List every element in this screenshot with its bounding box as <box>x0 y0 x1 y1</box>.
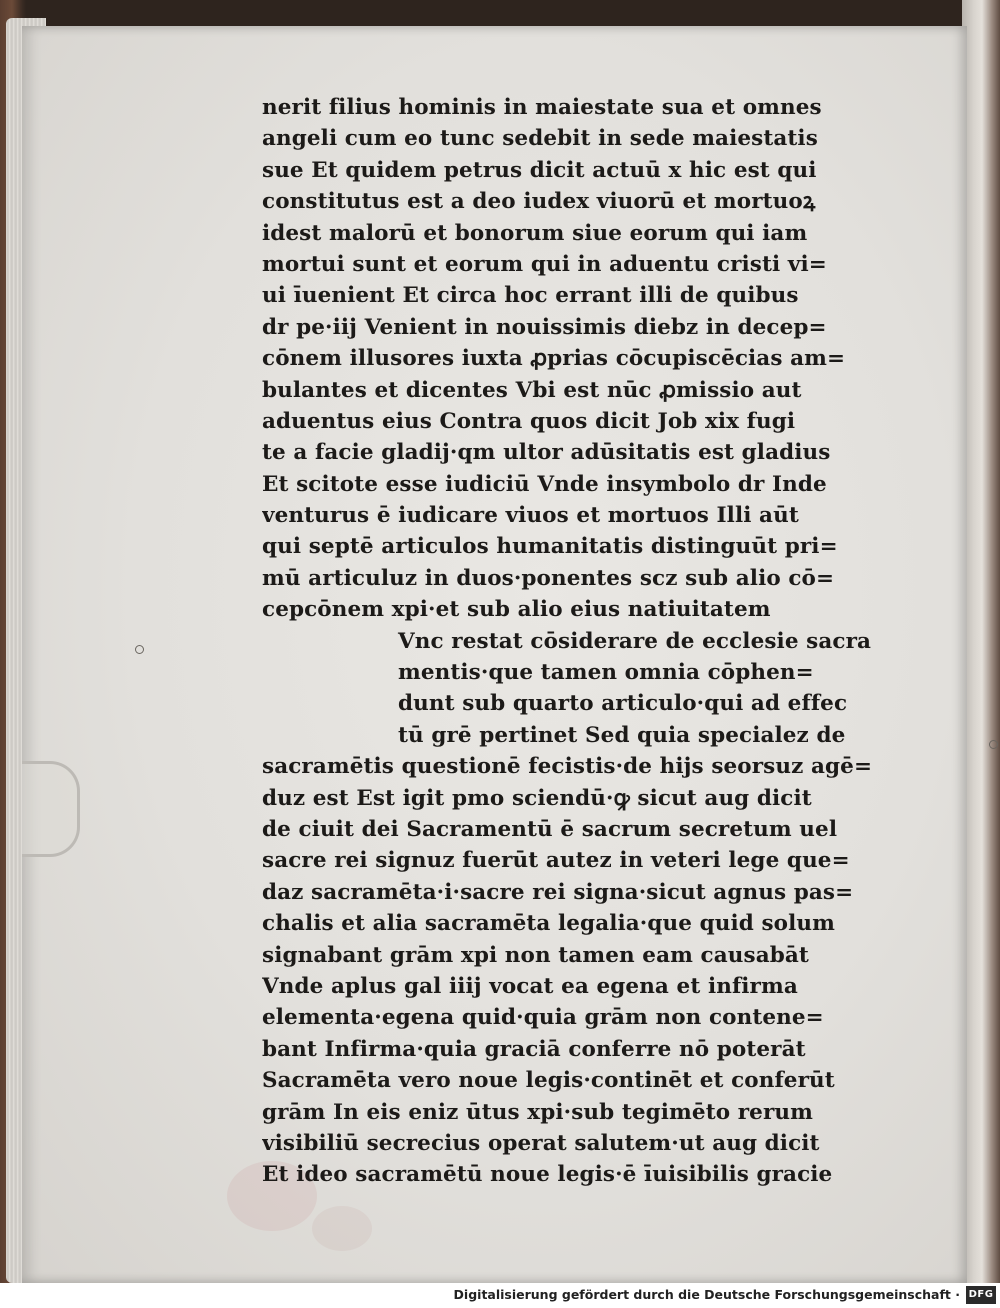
text-line: sacre rei signuz fuerūt autez in veteri lege que= <box>262 848 850 874</box>
text-line: cepcōnem xpi·et sub alio eius natiuitatem <box>262 597 771 623</box>
text-line: signabant grām xpi non tamen eam causabāt <box>262 942 809 968</box>
text-line: bulantes et dicentes Vbi est nūc ꝓmissio aut <box>262 377 802 403</box>
text-line: mū articuluz in duos·ponentes scz sub alio cō= <box>262 565 835 591</box>
text-line: ui īuenient Et circa hoc errant illi de quibus <box>262 283 799 309</box>
page-clip <box>22 761 80 857</box>
text-line: Et ideo sacramētū noue legis·ē īuisibilis gracie <box>262 1162 833 1188</box>
text-line: Sacramēta vero noue legis·continēt et conferūt <box>262 1068 835 1094</box>
text-line-indented: dunt sub quarto articulo·qui ad effec <box>398 691 848 717</box>
text-line: duz est Est igit pmo sciendū·ꝙ sicut aug dicit <box>262 785 812 811</box>
text-line: chalis et alia sacramēta legalia·que quid solum <box>262 911 835 937</box>
page-text <box>262 92 882 1191</box>
text-line: cōnem illusores iuxta ꝓprias cōcupiscēcias am= <box>262 346 846 372</box>
text-line: qui septē articulos humanitatis distinguūt pri= <box>262 534 838 560</box>
text-line: sue Et quidem petrus dicit actuū x hic est qui <box>262 157 817 183</box>
text-line: visibiliū secrecius operat salutem·ut aug dicit <box>262 1130 820 1156</box>
book-cover-edge <box>962 0 1000 1283</box>
text-line: dr pe·iij Venient in nouissimis diebz in decep= <box>262 314 827 340</box>
text-line: constitutus est a deo iudex viuorū et mortuoꝝ <box>262 189 816 215</box>
text-line: Et scitote esse iudiciū Vnde insymbolo dr Inde <box>262 471 827 497</box>
text-line: mortui sunt et eorum qui in aduentu cristi vi= <box>262 251 827 277</box>
funding-credit: Digitalisierung gefördert durch die Deutsche Forschungsgemeinschaft · <box>453 1287 960 1302</box>
page-mark <box>135 645 144 654</box>
text-line: Vnde aplus gal iiij vocat ea egena et infirma <box>262 973 798 999</box>
footer-bar <box>0 1283 1000 1308</box>
page-stain <box>312 1206 372 1251</box>
text-line: sacramētis questionē fecistis·de hijs seorsuz agē= <box>262 754 873 780</box>
text-line: grām In eis eniz ūtus xpi·sub tegimēto rerum <box>262 1099 813 1125</box>
text-line-indented: Vnc restat cōsiderare de ecclesie sacra <box>398 628 872 654</box>
text-line: te a facie gladij·qm ultor adūsitatis est gladius <box>262 440 831 466</box>
text-line: elementa·egena quid·quia grām non contene= <box>262 1005 824 1031</box>
text-line: de ciuit dei Sacramentū ē sacrum secretum uel <box>262 816 838 842</box>
text-line-indented: mentis·que tamen omnia cōphen= <box>398 660 814 686</box>
text-line: bant Infirma·quia graciā conferre nō poterāt <box>262 1036 806 1062</box>
text-line-indented: tū grē pertinet Sed quia specialez de <box>398 722 846 748</box>
text-line: nerit filius hominis in maiestate sua et omnes <box>262 95 822 120</box>
text-line: daz sacramēta·i·sacre rei signa·sicut agnus pas= <box>262 879 854 905</box>
dfg-logo: DFG <box>966 1286 996 1304</box>
page-mark <box>989 740 998 749</box>
text-line: idest malorū et bonorum siue eorum qui iam <box>262 220 808 246</box>
text-line: angeli cum eo tunc sedebit in sede maiestatis <box>262 126 818 152</box>
text-line: venturus ē iudicare viuos et mortuos Illi aūt <box>262 503 799 529</box>
text-line: aduentus eius Contra quos dicit Job xix fugi <box>262 408 796 434</box>
